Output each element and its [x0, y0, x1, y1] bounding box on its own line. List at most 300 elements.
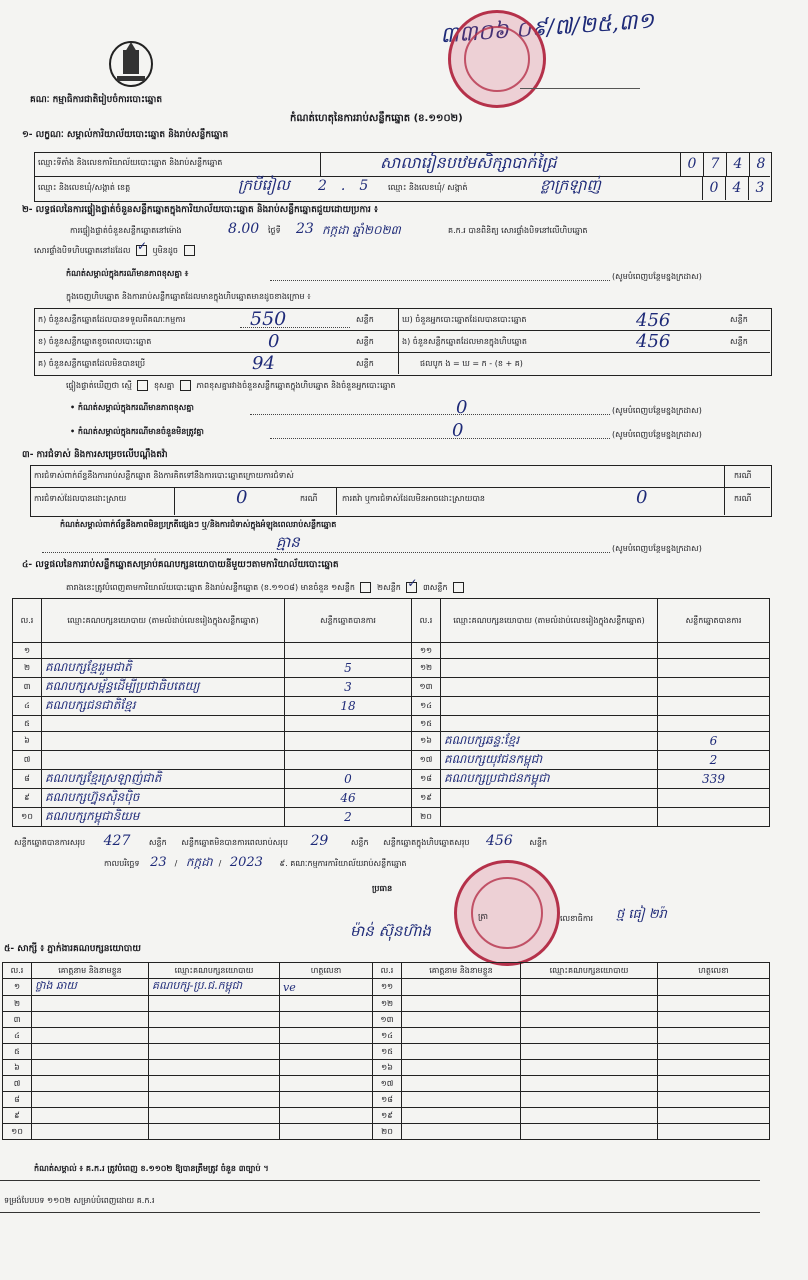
witness-body — [3, 979, 770, 1140]
top-handwriting: ៣៣០៦ ០៩/៧/២៥,៣១ — [439, 8, 655, 49]
seal-intact-line — [34, 245, 198, 256]
witness-no: ១៤ — [373, 1028, 402, 1044]
divider — [320, 152, 321, 176]
result-no: ១៤ — [412, 697, 441, 716]
witness-note: កំណត់សម្គាល់ ៖ គ.ក.រ ត្រូវបំពេញ ខ.១១០២ ឱ្យបានត្រឹមត្រូវ ចំនួន ៣ច្បាប់ ។ — [34, 1164, 269, 1173]
divider — [398, 308, 399, 374]
fill-hint: (សូមបំពេញបន្ថែមខ្នងក្រដាស) — [612, 406, 702, 415]
result-no: ១២ — [412, 659, 441, 678]
secretary-signature: ថ្ម ធៀ ២រ៉ា — [616, 907, 667, 922]
total-valid-label: សន្លឹកឆ្នោតបានការសរុប — [14, 838, 86, 847]
witness-no: ១៧ — [373, 1076, 402, 1092]
witness-sign — [658, 1092, 770, 1108]
witness-no: ១៥ — [373, 1044, 402, 1060]
witness-no: ១៩ — [373, 1108, 402, 1124]
witness-party — [521, 979, 658, 996]
witness-no: ១០ — [3, 1124, 32, 1140]
witness-no: ១១ — [373, 979, 402, 996]
result-row — [13, 808, 770, 827]
result-party — [441, 697, 658, 716]
witness-row — [3, 1060, 770, 1076]
result-votes — [285, 732, 412, 751]
village-code-digit: 3 — [755, 180, 765, 196]
result-row — [13, 732, 770, 751]
witness-sign — [658, 979, 770, 996]
row-c-unit: សន្លឹក — [356, 359, 374, 368]
result-row — [13, 659, 770, 678]
sheet-3-label: ៣សន្លឹក — [422, 583, 448, 592]
witness-table — [2, 962, 770, 1140]
witness-party — [149, 1012, 280, 1028]
comparison-diff-checkbox[interactable] — [180, 380, 191, 391]
result-no: ១៦ — [412, 732, 441, 751]
result-votes — [658, 643, 770, 659]
sheet-2-checkbox[interactable] — [406, 582, 417, 593]
divider — [336, 487, 337, 515]
objection-row-3: ការតវ៉ា ឬការជំទាស់ដែលមិនអាចដោះស្រាយបាន — [342, 494, 486, 503]
divider — [34, 352, 770, 353]
result-no: ៣ — [13, 678, 42, 697]
witness-name — [402, 996, 521, 1012]
result-votes: 0 — [285, 770, 412, 789]
result-party — [42, 716, 285, 732]
result-party — [42, 732, 285, 751]
office-code-digit: 0 — [681, 152, 704, 176]
witness-party — [521, 1092, 658, 1108]
result-votes: 2 — [285, 808, 412, 827]
witness-name — [32, 1012, 149, 1028]
witness-party — [149, 1076, 280, 1092]
result-votes: 3 — [285, 678, 412, 697]
w-col-party: ឈ្មោះគណបក្សនយោបាយ — [521, 963, 658, 979]
emblem-icon — [108, 38, 154, 88]
footer: ទម្រង់បែបបទ ១១០២ សម្រាប់បំពេញដោយ គ.ក.រ — [4, 1196, 155, 1205]
result-votes — [285, 716, 412, 732]
date-month: កក្កដា — [185, 855, 213, 869]
result-party: គណបក្សប្រជាជនកម្ពុជា — [441, 770, 658, 789]
witness-party: គណបក្ស-ប្រ.ជ.កម្ពុជា — [149, 979, 280, 996]
result-votes — [285, 751, 412, 770]
result-row — [13, 697, 770, 716]
total-valid: 427 — [103, 833, 131, 849]
witness-sign — [280, 996, 373, 1012]
result-party — [441, 678, 658, 697]
witness-party — [521, 1028, 658, 1044]
office-value: សាលារៀនបឋមសិក្សាបាក់ជ្រៃ — [380, 153, 557, 172]
result-party: គណបក្សឆន្ទៈខ្មែរ — [441, 732, 658, 751]
total-invalid-label: សន្លឹកឆ្នោតមិនបានការពេលរាប់សរុប — [181, 838, 288, 847]
witness-name — [32, 1060, 149, 1076]
comparison-note: ភាពខុសគ្នារវាងចំនួនសន្លឹកឆ្នោតក្នុងហិបឆ្នោត និងចំនួនអ្នកបោះឆ្នោត — [196, 381, 396, 390]
bullet-2-line — [270, 438, 610, 439]
s3-remark: កំណត់សម្គាល់ពាក់ព័ន្ធនឹងភាពមិនប្រក្រតីផ្សេងៗ ឬ/និងការជំទាស់ក្នុងអំឡុងពេលរាប់សន្លឹកឆ្នោត — [60, 520, 337, 529]
s3-remark-value: គ្មាន — [276, 533, 300, 551]
check-intro: ការផ្ទៀងផ្ទាត់ចំនួនសន្លឹកឆ្នោតនៅម៉ោង — [70, 226, 182, 235]
row-w-label: ឃ) ចំនួនអ្នកបោះឆ្នោតដែលបានបោះឆ្នោត — [402, 315, 527, 324]
comparison-equal-text: ផ្ទៀងផ្ទាត់ឃើញថា ស្មើ — [66, 381, 132, 390]
divider — [34, 176, 770, 177]
witness-party — [521, 1012, 658, 1028]
witness-no: ១៣ — [373, 1012, 402, 1028]
witness-row — [3, 1044, 770, 1060]
secretary-label: លេខាធិការ — [560, 914, 594, 923]
formula: ផលបូក ង = ឃ = ក - (ខ + គ) — [420, 359, 523, 368]
result-no: ២០ — [412, 808, 441, 827]
result-votes: 18 — [285, 697, 412, 716]
row-d-label: ង) ចំនួនសន្លឹកឆ្នោតដែលមានក្នុងហិបឆ្នោត — [402, 337, 527, 346]
result-party: គណបក្សសម្ព័ន្ធដើម្បីប្រជាធិបតេយ្យ — [42, 678, 285, 697]
section-2-title: ២- លទ្ធផលនៃការផ្ទៀងផ្ទាត់ចំនួនសន្លឹកឆ្នោតក្នុងការិយាល័យបោះឆ្នោត និងរាប់សន្លឹកឆ្នោតជួយដោយប្រការ ៖ — [22, 205, 378, 215]
witness-row — [3, 1092, 770, 1108]
witness-party — [149, 1108, 280, 1124]
seal-intact-text: សោរផ្ទាំងបិទហិបឆ្នោតនៅដដែល — [34, 246, 131, 255]
result-party — [441, 643, 658, 659]
w-col-name: គោត្តនាម និងនាមខ្លួន — [402, 963, 521, 979]
date-label: កាលបរិច្ឆេទ — [104, 859, 140, 868]
witness-sign — [658, 1012, 770, 1028]
witness-name — [32, 1092, 149, 1108]
result-party — [441, 716, 658, 732]
result-votes — [658, 697, 770, 716]
witness-name — [32, 1108, 149, 1124]
result-party — [441, 789, 658, 808]
result-party — [42, 643, 285, 659]
result-party: គណបក្សខ្មែរស្រឡាញ់ជាតិ — [42, 770, 285, 789]
witness-no: ៤ — [3, 1028, 32, 1044]
village-value: ខ្លាក្រឡាញ់ — [540, 176, 601, 194]
result-party — [441, 808, 658, 827]
result-no: ១១ — [412, 643, 441, 659]
witness-party — [521, 1124, 658, 1140]
commune-number: 2.5 — [318, 178, 383, 194]
total-box-label: សន្លឹកឆ្នោតក្នុងហិបឆ្នោតសរុប — [383, 838, 470, 847]
witness-sign — [280, 1124, 373, 1140]
comparison-diff-text: ខុសគ្នា — [153, 381, 175, 390]
total-box: 456 — [486, 833, 513, 849]
witness-sign — [658, 1124, 770, 1140]
witness-sign — [280, 1076, 373, 1092]
result-row — [13, 716, 770, 732]
office-label: ឈ្មោះទីតាំង និងលេខការិយាល័យបោះឆ្នោត និងរាប់សន្លឹកឆ្នោត — [38, 158, 223, 167]
row-c-value: 94 — [252, 353, 275, 374]
fill-hint: (សូមបំពេញបន្ថែមខ្នងក្រដាស) — [612, 430, 702, 439]
witness-no: ៧ — [3, 1076, 32, 1092]
objection-row-3-value: 0 — [636, 487, 648, 508]
witness-party — [149, 1028, 280, 1044]
s4-intro: តារាងនេះត្រូវបំពេញតាមការិយាល័យបោះឆ្នោត និងរាប់សន្លឹកឆ្នោត (ខ.១១០៨) មានចំនួន ១សន្លឹក — [66, 583, 355, 592]
row-a-value: 550 — [250, 308, 287, 330]
result-no: ១៩ — [412, 789, 441, 808]
sheet-3-checkbox[interactable] — [453, 582, 464, 593]
s3-remark-line — [42, 552, 610, 553]
witness-sign — [658, 1108, 770, 1124]
result-votes — [658, 678, 770, 697]
witness-sign — [658, 1044, 770, 1060]
witness-name — [402, 1124, 521, 1140]
result-no: ១០ — [13, 808, 42, 827]
chair-signature: ម៉ាន់ ស៊ុនហ៊ាង — [350, 922, 431, 940]
witness-sign — [658, 1028, 770, 1044]
col-votes: សន្លឹកឆ្នោតបានការ — [285, 599, 412, 643]
witness-no: ១៨ — [373, 1092, 402, 1108]
comparison-line — [66, 380, 395, 391]
result-party — [441, 659, 658, 678]
witness-sign — [658, 996, 770, 1012]
row-b-label: ខ) ចំនួនសន្លឹកឆ្នោតខូចពេលបោះឆ្នោត — [38, 337, 152, 346]
witness-no: ១ — [3, 979, 32, 996]
witness-no: ៩ — [3, 1108, 32, 1124]
result-votes: 5 — [285, 659, 412, 678]
form-title: កំណត់ហេតុនៃការរាប់សន្លឹកឆ្នោត (ខ.១១០២) — [290, 113, 463, 124]
witness-name — [402, 1076, 521, 1092]
witness-no: ២ — [3, 996, 32, 1012]
seal-different-text: ឬមិនដូច — [152, 246, 178, 255]
witness-row — [3, 1028, 770, 1044]
commune-value: ក្របីរៀល — [238, 176, 290, 194]
w-col-name: គោត្តនាម និងនាមខ្លួន — [32, 963, 149, 979]
witness-name — [402, 1060, 521, 1076]
row-w-value: 456 — [636, 310, 671, 331]
village-label: ឈ្មោះ និងលេខឃុំ/ សង្កាត់ — [388, 183, 468, 192]
comparison-equal-checkbox[interactable] — [137, 380, 148, 391]
result-votes: 6 — [658, 732, 770, 751]
result-no: ៩ — [13, 789, 42, 808]
objection-unit-1: ករណី — [734, 471, 752, 480]
result-votes — [658, 808, 770, 827]
result-row — [13, 643, 770, 659]
check-day: 23 — [296, 221, 314, 237]
witness-row — [3, 996, 770, 1012]
result-votes: 339 — [658, 770, 770, 789]
result-votes — [658, 789, 770, 808]
fill-hint: (សូមបំពេញបន្ថែមខ្នងក្រដាស) — [612, 544, 702, 553]
witness-name — [32, 996, 149, 1012]
witness-sign — [658, 1076, 770, 1092]
check-intro-rest: គ.ក.រ បានពិនិត្យ សោរផ្ទាំងបិទនៅលើហិបឆ្នោត — [448, 226, 588, 235]
village-code-digit: 4 — [726, 176, 749, 200]
divider — [30, 487, 770, 488]
result-votes — [285, 643, 412, 659]
result-party: គណបក្សយុវជនកម្ពុជា — [441, 751, 658, 770]
divider — [724, 465, 725, 515]
seal-intact-checkbox[interactable] — [136, 245, 147, 256]
witness-party — [149, 996, 280, 1012]
bullet-2: • កំណត់សម្គាល់ក្នុងករណីមានចំនួនមិនត្រូវគ្នា — [70, 427, 204, 436]
witness-name — [32, 1044, 149, 1060]
witness-sign — [280, 1092, 373, 1108]
witness-row — [3, 1012, 770, 1028]
result-no: ៤ — [13, 697, 42, 716]
witness-name — [402, 1028, 521, 1044]
day-label: ថ្ងៃទី — [268, 226, 281, 235]
seal-different-checkbox[interactable] — [184, 245, 195, 256]
witness-no: ១៦ — [373, 1060, 402, 1076]
date-year: 2023 — [229, 855, 263, 870]
objection-row-2-unit: ករណី — [300, 494, 318, 503]
result-votes: 2 — [658, 751, 770, 770]
village-code — [702, 176, 771, 200]
result-votes — [658, 716, 770, 732]
results-body — [13, 643, 770, 827]
check-month-year: កក្កដា ឆ្នាំ២០២៣ — [322, 223, 401, 237]
witness-no: ៨ — [3, 1092, 32, 1108]
witness-sign — [280, 1028, 373, 1044]
result-row — [13, 770, 770, 789]
seal-line — [520, 88, 640, 89]
witness-no: ១២ — [373, 996, 402, 1012]
totals-line — [14, 833, 548, 849]
s4-sheet-line — [66, 582, 467, 593]
office-code — [680, 152, 772, 176]
divider — [0, 1180, 760, 1181]
witness-party — [521, 1044, 658, 1060]
result-row — [13, 789, 770, 808]
row-b-value: 0 — [268, 331, 280, 352]
witness-party — [149, 1124, 280, 1140]
objection-unit-2: ករណី — [734, 494, 752, 503]
result-no: ១៧ — [412, 751, 441, 770]
result-no: ១៨ — [412, 770, 441, 789]
result-no: ៥ — [13, 716, 42, 732]
witness-no: ៣ — [3, 1012, 32, 1028]
result-party: គណបក្សជនជាតិខ្មែរ — [42, 697, 285, 716]
section-3-title: ៣- ការជំទាស់ និងការសម្រេចលើបណ្តឹងតវ៉ា — [22, 450, 168, 460]
witness-party — [149, 1060, 280, 1076]
witness-party — [149, 1044, 280, 1060]
office-code-digit: 8 — [756, 156, 766, 172]
witness-name: ថ្លាង ឆាយ — [32, 979, 149, 996]
official-seal-top — [448, 10, 546, 108]
witness-name — [32, 1076, 149, 1092]
w-col-party: ឈ្មោះគណបក្សនយោបាយ — [149, 963, 280, 979]
bullet-1: • កំណត់សម្គាល់ក្នុងករណីមានភាពខុសគ្នា — [70, 403, 194, 412]
witness-party — [521, 1108, 658, 1124]
s2-remark-line — [270, 280, 610, 281]
w-col-no: ល.រ — [373, 963, 402, 979]
witness-row — [3, 1108, 770, 1124]
witness-name — [32, 1028, 149, 1044]
sheet-2-label: ២សន្លឹក — [377, 583, 401, 592]
sheet-1-checkbox[interactable] — [360, 582, 371, 593]
witness-name — [32, 1124, 149, 1140]
witness-no: ៥ — [3, 1044, 32, 1060]
result-votes: 46 — [285, 789, 412, 808]
chair-label: ប្រធាន — [372, 884, 393, 893]
col-party: ឈ្មោះគណបក្សនយោបាយ (តាមលំដាប់លេខរៀងក្នុងសន្លឹកឆ្នោត) — [42, 599, 285, 643]
total-invalid: 29 — [310, 833, 329, 849]
objection-row-2-value: 0 — [236, 487, 248, 508]
row-a-label: ក) ចំនួនសន្លឹកឆ្នោតដែលបានទទួលពីគណៈកម្មការ — [38, 315, 186, 324]
witness-row — [3, 1076, 770, 1092]
result-row — [13, 751, 770, 770]
witness-sign: ve — [280, 979, 373, 996]
total-unit: សន្លឹក — [529, 838, 548, 847]
result-no: ៧ — [13, 751, 42, 770]
witness-row — [3, 1124, 770, 1140]
result-no: ៦ — [13, 732, 42, 751]
bullet-2-value: 0 — [452, 420, 464, 441]
commune-label: ឈ្មោះ និងលេខឃុំ/សង្កាត់ ខេត្ត — [38, 183, 131, 192]
section-5-title: ៥- សាក្សី ៖ ភ្នាក់ងារគណបក្សនយោបាយ — [4, 944, 141, 954]
section-1-title: ១- លក្ខណៈ សម្គាល់ការិយាល័យបោះឆ្នោត និងរាប់សន្លឹកឆ្នោត — [22, 130, 229, 140]
objection-row-1: ការជំទាស់ពាក់ព័ន្ធនឹងការរាប់សន្លឹកឆ្នោត និងការគិតទៅនឹងការបោះឆ្នោតក្រោយការជំទាស់ — [34, 471, 294, 480]
w-col-no: ល.រ — [3, 963, 32, 979]
witness-party — [521, 1060, 658, 1076]
witness-sign — [280, 1012, 373, 1028]
result-votes — [658, 659, 770, 678]
witness-party — [521, 1076, 658, 1092]
village-code-digit: 0 — [703, 176, 726, 200]
witness-name — [402, 1044, 521, 1060]
office-code-digit: 4 — [727, 152, 750, 176]
result-party — [42, 751, 285, 770]
section-4-title: ៤- លទ្ធផលនៃការរាប់សន្លឹកឆ្នោតសម្រាប់គណបក្សនយោបាយនីមួយៗតាមការិយាល័យបោះឆ្នោត — [22, 560, 339, 570]
total-unit: សន្លឹក — [148, 838, 167, 847]
w-col-sign: ហត្ថលេខា — [658, 963, 770, 979]
row-d-value: 456 — [636, 331, 671, 352]
result-party: គណបក្សហ្វ៊ុនស៊ិនប៉ិច — [42, 789, 285, 808]
result-no: ១៥ — [412, 716, 441, 732]
col-votes: សន្លឹកឆ្នោតបានការ — [658, 599, 770, 643]
date-line: កាលបរិច្ឆេទ 23 / កក្កដា / 2023 ៩. គណៈកម្មការការិយាល័យរាប់សន្លឹកឆ្នោត — [104, 855, 407, 870]
result-party: គណបក្សកម្ពុជានិយម — [42, 808, 285, 827]
result-no: ២ — [13, 659, 42, 678]
date-day: 23 — [150, 855, 167, 870]
w-col-sign: ហត្ថលេខា — [280, 963, 373, 979]
result-party: គណបក្សខ្មែររួមជាតិ — [42, 659, 285, 678]
row-c-label: គ) ចំនួនសន្លឹកឆ្នោតដែលមិនបានប្រើ — [38, 359, 146, 368]
row-b-unit: សន្លឹក — [356, 337, 374, 346]
s2-note-line: ក្នុងចេញហិបឆ្នោត និងការរាប់សន្លឹកឆ្នោតដែលមានក្នុងហិបឆ្នោតមានដូចខាងក្រោម ៖ — [66, 292, 311, 301]
witness-no: ២០ — [373, 1124, 402, 1140]
witness-no: ៦ — [3, 1060, 32, 1076]
seal-label: ត្រា — [478, 912, 488, 921]
s2-remark-label: កំណត់សម្គាល់ក្នុងករណីមានភាពខុសគ្នា ៖ — [66, 269, 189, 278]
bullet-1-line — [250, 414, 610, 415]
committee-label: ៩. គណៈកម្មការការិយាល័យរាប់សន្លឹកឆ្នោត — [279, 859, 407, 868]
row-w-unit: សន្លឹក — [730, 315, 748, 324]
witness-name — [402, 1012, 521, 1028]
official-seal-bottom — [454, 860, 560, 966]
witness-row — [3, 979, 770, 996]
objection-row-2: ការជំទាស់ដែលបានដោះស្រាយ — [34, 494, 127, 503]
col-party: ឈ្មោះគណបក្សនយោបាយ (តាមលំដាប់លេខរៀងក្នុងសន្លឹកឆ្នោត) — [441, 599, 658, 643]
divider — [0, 1212, 760, 1213]
witness-name — [402, 1108, 521, 1124]
witness-name — [402, 979, 521, 996]
witness-sign — [658, 1060, 770, 1076]
witness-sign — [280, 1060, 373, 1076]
fill-hint: (សូមបំពេញបន្ថែមខ្នងក្រដាស) — [612, 272, 702, 281]
row-a-unit: សន្លឹក — [356, 315, 374, 324]
office-code-digit: 7 — [704, 152, 727, 176]
witness-party — [149, 1092, 280, 1108]
witness-name — [402, 1092, 521, 1108]
check-time: 8.00 — [228, 221, 260, 237]
total-unit: សន្លឹក — [350, 838, 369, 847]
witness-sign — [280, 1108, 373, 1124]
result-no: ១៣ — [412, 678, 441, 697]
row-d-unit: សន្លឹក — [730, 337, 748, 346]
divider — [174, 487, 175, 515]
col-no: ល.រ — [412, 599, 441, 643]
witness-party — [521, 996, 658, 1012]
col-no: ល.រ — [13, 599, 42, 643]
result-no: ១ — [13, 643, 42, 659]
witness-sign — [280, 1044, 373, 1060]
committee-name: គណៈ កម្មាធិការជាតិរៀបចំការបោះឆ្នោត — [30, 95, 163, 105]
bullet-1-value: 0 — [456, 397, 468, 418]
